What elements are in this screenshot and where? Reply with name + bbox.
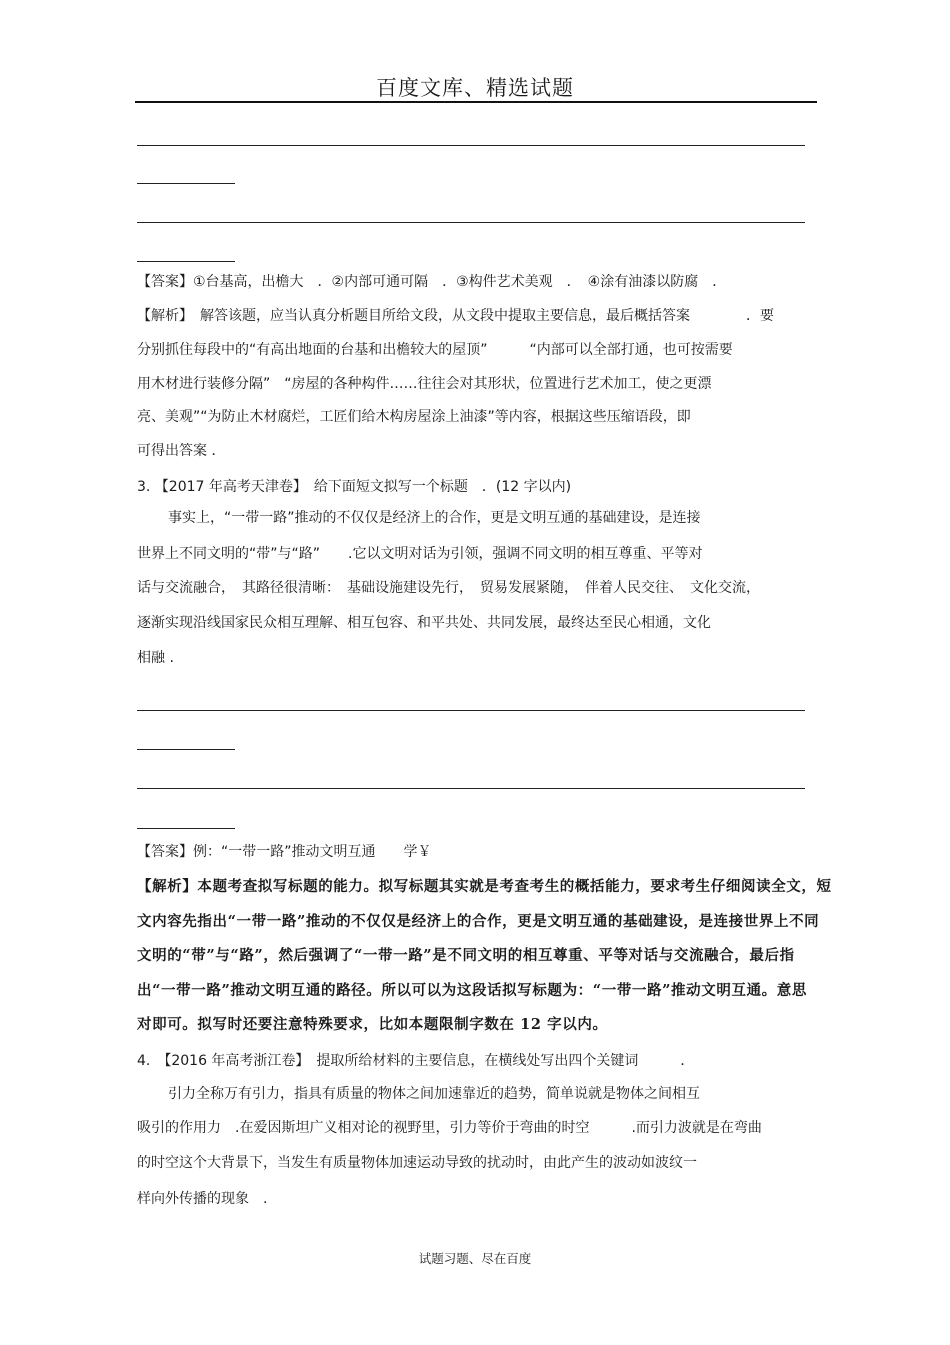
q3-analysis-line: 对即可。拟写时还要注意特殊要求，比如本题限制字数在 12 字以内。: [137, 1016, 608, 1033]
q4-passage-line: 引力全称万有引力，指具有质量的物体之间加速靠近的趋势，简单说就是物体之间相互: [168, 1086, 700, 1102]
answer-blank-line-short: [137, 183, 235, 184]
q3-analysis-line: 【解析】本题考查拟写标题的能力。拟写标题其实就是考查考生的概括能力，要求考生仔细阅读全文，短: [137, 878, 832, 895]
q3-passage-line: 相融 .: [137, 650, 174, 666]
q2-analysis-line: 【解析】 解答该题，应当认真分析题目所给文段，从文段中提取主要信息，最后概括答案 ．要: [137, 308, 774, 324]
q4-passage-line: 的时空这个大背景下，当发生有质量物体加速运动导致的扰动时，由此产生的波动如波纹一: [137, 1155, 697, 1171]
q3-analysis-line: 出“一带一路”推动文明互通的路径。所以可以为这段话拟写标题为：“一带一路”推动文明互通。意思: [137, 982, 807, 999]
q3-title: 3. 【2017 年高考天津卷】 给下面短文拟写一个标题 ．(12 字以内): [137, 479, 572, 495]
q4-title: 4. 【2016 年高考浙江卷】 提取所给材料的主要信息，在横线处写出四个关键词 ．: [137, 1053, 695, 1069]
header-rule: [135, 101, 817, 103]
q3-passage-line: 事实上，“一带一路”推动的不仅仅是经济上的合作，更是文明互通的基础建设，是连接: [168, 510, 701, 526]
answer-blank-line-short: [137, 749, 235, 750]
q2-analysis-line: 亮、美观”“为防止木材腐烂，工匠们给木构房屋涂上油漆”等内容，根据这些压缩语段，即: [137, 409, 691, 425]
answer-blank-line: [137, 710, 805, 711]
q2-analysis-line: 分别抓住每段中的“有高出地面的台基和出檐较大的屋顶” “内部可以全部打通，也可按需要: [137, 342, 733, 358]
page-header-title: 百度文库、精选试题: [376, 76, 574, 100]
q2-analysis-line: 用木材进行装修分隔” “房屋的各种构件……往往会对其形状，位置进行艺术加工，使之更漂: [137, 376, 712, 392]
q3-analysis-line: 文明的“带”与“路”，然后强调了“一带一路”是不同文明的相互尊重、平等对话与交流融合，最后指: [137, 947, 795, 964]
q3-passage-line: 话与交流融合， 其路径很清晰： 基础设施建设先行， 贸易发展紧随， 伴着人民交往、 文化交流，: [137, 580, 760, 596]
q3-analysis-line: 文内容先指出“一带一路”推动的不仅仅是经济上的合作，更是文明互通的基础建设，是连接世界上不同: [137, 913, 820, 930]
answer-blank-line: [137, 145, 805, 146]
page-footer: 试题习题、尽在百度: [418, 1251, 532, 1266]
q4-passage-line: 吸引的作用力 .在爱因斯坦广义相对论的视野里，引力等价于弯曲的时空 .而引力波就是在弯曲: [137, 1120, 762, 1136]
q3-answer: 【答案】例：“一带一路”推动文明互通 学￥: [137, 844, 432, 860]
answer-blank-line-short: [137, 261, 235, 262]
q4-passage-line: 样向外传播的现象 .: [137, 1191, 268, 1207]
answer-blank-line: [137, 222, 805, 223]
q3-passage-line: 逐渐实现沿线国家民众相互理解、相互包容、和平共处、共同发展，最终达至民心相通，文化: [137, 615, 711, 631]
q2-analysis-line: 可得出答案 ．: [137, 443, 226, 459]
answer-blank-line-short: [137, 828, 235, 829]
q2-answer: 【答案】①台基高，出檐大 ．②内部可通可隔 ．③构件艺术美观 ． ④涂有油漆以防腐 ．: [137, 274, 727, 290]
answer-blank-line: [137, 788, 805, 789]
q3-passage-line: 世界上不同文明的“带”与“路” .它以文明对话为引领，强调不同文明的相互尊重、平等对: [137, 546, 703, 562]
